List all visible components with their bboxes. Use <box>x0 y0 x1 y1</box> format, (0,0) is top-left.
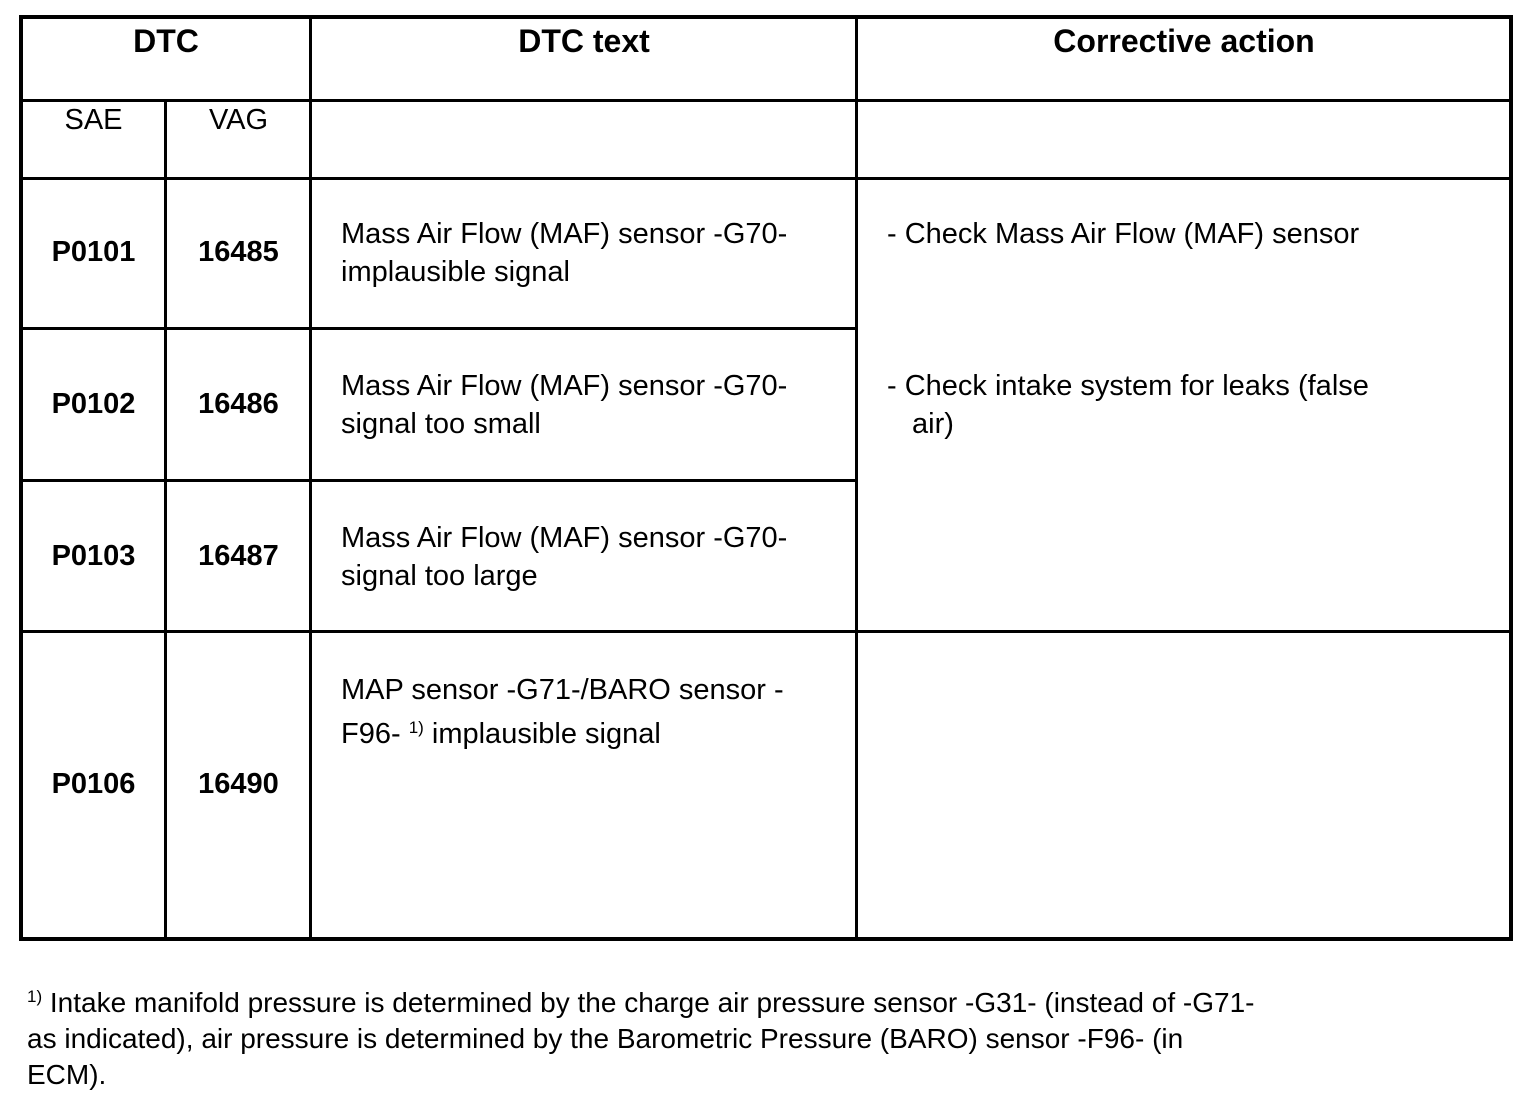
row-4-dtc-text-prefix: F96- <box>341 718 401 750</box>
row-4-dtc-text-line1: MAP sensor -G71-/BARO sensor - <box>341 674 784 706</box>
row-4-dtc-text-suffix: implausible signal <box>431 718 661 750</box>
row-3-sae-code: P0103 <box>51 540 136 572</box>
row-divider-2 <box>19 479 857 482</box>
row-divider-3 <box>19 630 1513 633</box>
footnote-reference: 1) <box>408 718 424 737</box>
header-corrective-action: Corrective action <box>1053 23 1315 59</box>
sae-vag-divider <box>164 99 167 941</box>
row-3-dtc-text-line1: Mass Air Flow (MAF) sensor -G70- <box>341 522 788 554</box>
footnote-text-1: Intake manifold pressure is determined by the charge air pressure sensor -G31- (instead of -G71- <box>49 987 1255 1018</box>
row-1-vag-code: 16485 <box>198 236 279 268</box>
row-3-vag-code: 16487 <box>198 540 279 572</box>
row-divider-1 <box>19 327 857 330</box>
row-2-dtc-text-line1: Mass Air Flow (MAF) sensor -G70- <box>341 370 788 402</box>
footnote-line-2: as indicated), air pressure is determined by the Barometric Pressure (BARO) sensor -F96- (in <box>27 1023 1184 1054</box>
row-1-sae-code: P0101 <box>51 236 136 268</box>
header-vag: VAG <box>208 104 269 136</box>
table-border-right <box>1509 15 1513 941</box>
row-2-dtc-text-line2: signal too small <box>341 408 541 440</box>
row-2-vag-code: 16486 <box>198 388 279 420</box>
row-1-dtc-text-line2: implausible signal <box>341 256 570 288</box>
table-border-top <box>19 15 1513 19</box>
footnote-line-1 <box>27 985 1254 1021</box>
row-4-dtc-text-line2 <box>341 715 661 753</box>
header-sae: SAE <box>64 104 123 136</box>
footnote-marker: 1) <box>27 987 43 1006</box>
header-dtc: DTC <box>133 23 199 59</box>
footnote-line-3: ECM). <box>27 1059 107 1090</box>
table-border-bottom <box>19 937 1513 941</box>
corrective-divider <box>855 15 858 941</box>
header-dtc-text: DTC text <box>518 23 650 59</box>
row-4-sae-code: P0106 <box>51 768 136 800</box>
corrective-action-2-line2: air) <box>912 408 954 440</box>
subheader-divider <box>19 177 1513 180</box>
row-1-dtc-text-line1: Mass Air Flow (MAF) sensor -G70- <box>341 218 788 250</box>
corrective-action-1: - Check Mass Air Flow (MAF) sensor <box>887 218 1360 250</box>
footnote <box>27 985 1254 1093</box>
row-2-sae-code: P0102 <box>51 388 136 420</box>
corrective-action-2-line1: - Check intake system for leaks (false <box>887 370 1369 402</box>
row-3-dtc-text-line2: signal too large <box>341 560 538 592</box>
row-4-vag-code: 16490 <box>198 768 279 800</box>
